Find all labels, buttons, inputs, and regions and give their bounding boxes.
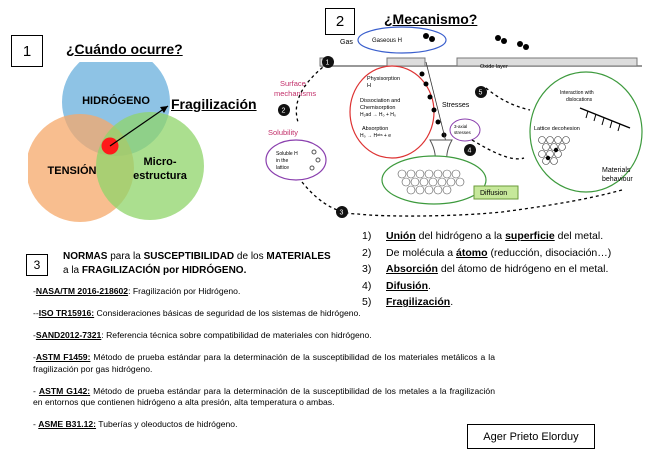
norm-description: : Fragilización por Hidrógeno.	[128, 286, 241, 296]
mechanism-step-text: superficie	[505, 230, 555, 242]
norm-item	[33, 308, 495, 320]
svg-text:Absorption: Absorption	[362, 126, 389, 132]
norm-item	[33, 419, 495, 431]
mechanism-step-text: Absorción	[386, 263, 438, 275]
diagram-gas-label: Gas	[340, 39, 353, 46]
norm-description: Método de prueba estándar para la determinación de la susceptibilidad de los metales a la fragilización en entornos que contienen hidrógeno a alta presión, alta temperatura o ambas.	[33, 385, 495, 407]
mechanism-step	[362, 261, 611, 278]
section-3-title	[63, 250, 331, 278]
author-box: Ager Prieto Elorduy	[467, 424, 595, 449]
mechanism-step-number: 4)	[362, 279, 372, 292]
section-2-title: ¿Mecanismo?	[384, 11, 478, 27]
diagram-stresses-label: Stresses	[442, 102, 470, 109]
norm-prefix: -	[33, 352, 36, 362]
mechanism-step-text: Difusión	[386, 279, 428, 292]
mechanism-step-text: Unión	[386, 230, 416, 242]
svg-text:3-axial: 3-axial	[454, 124, 468, 129]
embrittlement-label: Fragilización	[171, 96, 257, 112]
svg-text:3: 3	[339, 209, 344, 217]
section-2-number: 2	[325, 8, 355, 35]
section-3-number: 3	[26, 254, 48, 276]
diagram-surface-label: Surface	[280, 79, 306, 88]
svg-text:mechanisms: mechanisms	[274, 89, 317, 98]
norm-item	[33, 386, 495, 409]
diagram-solubility-label: Solubility	[268, 128, 299, 137]
svg-text:stresses: stresses	[454, 130, 471, 135]
mechanism-step-number: 5)	[362, 296, 372, 308]
section-1-title: ¿Cuándo ocurre?	[66, 41, 183, 57]
mechanism-step-text: átomo	[456, 246, 488, 259]
mechanism-step-text: Fragilización	[386, 296, 451, 308]
mechanism-step-text: .	[450, 296, 454, 308]
norm-id: ASTM F1459:	[35, 352, 91, 362]
section-1-number: 1	[11, 35, 43, 67]
mechanism-step-text: del átomo de hidrógeno en el metal.	[437, 263, 609, 275]
section-3-title-part: de los	[234, 251, 267, 262]
svg-text:Lattice decohesion: Lattice decohesion	[534, 126, 580, 132]
svg-text:H₀ → Hᵃᵇˢ + e: H₀ → Hᵃᵇˢ + e	[360, 133, 392, 139]
mechanism-step-number: 1)	[362, 230, 372, 242]
svg-text:2: 2	[281, 107, 286, 115]
norm-description: Método de prueba estándar para la determinación de la susceptibilidad de los materiales metálicos a la fragilización por gas hidrógeno.	[33, 352, 495, 374]
mechanism-step-number: 3)	[362, 263, 372, 275]
diagram-diffusion-label: Diffusion	[480, 190, 508, 197]
section-3-title-part: para la	[107, 251, 144, 262]
venn-diagram	[28, 62, 260, 232]
norm-id: SAND2012-7321	[35, 330, 102, 340]
svg-text:lattice: lattice	[276, 165, 290, 171]
norm-id: ISO TR15916:	[38, 308, 95, 318]
svg-text:Interaction with: Interaction with	[560, 90, 594, 96]
norm-id: ASTM G142:	[38, 385, 91, 396]
norm-prefix: -	[33, 385, 39, 396]
svg-text:in the: in the	[276, 158, 289, 164]
venn-label-hydrogen: HIDRÓGENO	[82, 95, 150, 107]
norm-description: Consideraciones básicas de seguridad de los sistemas de hidrógeno.	[94, 308, 361, 318]
mechanism-step-number: 2)	[362, 246, 372, 259]
mechanism-step-text: del metal.	[554, 230, 604, 242]
svg-text:Chemisorption: Chemisorption	[360, 105, 396, 111]
venn-label-microstructure: Micro- estructura	[133, 156, 187, 182]
svg-text:4: 4	[467, 147, 472, 155]
norm-description: Tuberías y oleoductos de hidrógeno.	[96, 419, 238, 429]
norm-description: : Referencia técnica sobre compatibilidad de materiales con hidrógeno.	[101, 330, 372, 340]
svg-text:1: 1	[325, 59, 330, 67]
norm-prefix: -	[33, 286, 36, 296]
svg-text:Dissociation and: Dissociation and	[360, 98, 401, 104]
svg-text:Materials: Materials	[602, 167, 631, 174]
svg-text:H: H	[367, 83, 371, 89]
svg-text:Physisorption: Physisorption	[367, 76, 401, 82]
mechanism-step-text: .	[428, 279, 431, 292]
norm-item	[33, 286, 495, 298]
section-3-title-part: MATERIALES	[266, 251, 331, 262]
section-3-title-part: NORMAS	[63, 251, 108, 262]
mechanism-step	[362, 228, 611, 245]
norm-prefix: --	[33, 308, 39, 318]
venn-label-tension: TENSIÓN	[47, 165, 97, 177]
mechanism-step-text: del hidrógeno a la	[415, 230, 506, 242]
svg-text:behaviour: behaviour	[602, 176, 633, 183]
norm-id: ASME B31.12:	[38, 419, 97, 429]
svg-text:H₂ad → H₀ + H₀: H₂ad → H₀ + H₀	[360, 112, 396, 118]
norm-item	[33, 330, 495, 342]
mechanism-diagram	[262, 22, 647, 227]
norm-item	[33, 352, 495, 375]
norms-list	[33, 286, 495, 441]
section-3-title-part: SUSCEPTIBILIDAD	[143, 251, 235, 262]
diagram-gaseous-label: Gaseous H	[372, 38, 403, 44]
norm-prefix: -	[33, 419, 39, 429]
section-3-title-part: FRAGILIZACIÓN por HIDRÓGENO.	[81, 265, 247, 276]
norm-id: NASA/TM 2016-218602	[35, 286, 129, 296]
svg-text:Soluble H: Soluble H	[276, 151, 298, 157]
svg-text:5: 5	[478, 89, 483, 97]
mechanism-step-text: (reducción, disociación…)	[487, 246, 612, 259]
norm-prefix: -	[33, 330, 36, 340]
section-3-title-part: a la	[63, 265, 82, 276]
diagram-oxide-label: Oxide layer	[480, 64, 508, 70]
svg-text:dislocations: dislocations	[566, 97, 593, 103]
mechanism-step	[362, 245, 611, 262]
mechanism-step-text: De molécula a	[386, 246, 457, 259]
